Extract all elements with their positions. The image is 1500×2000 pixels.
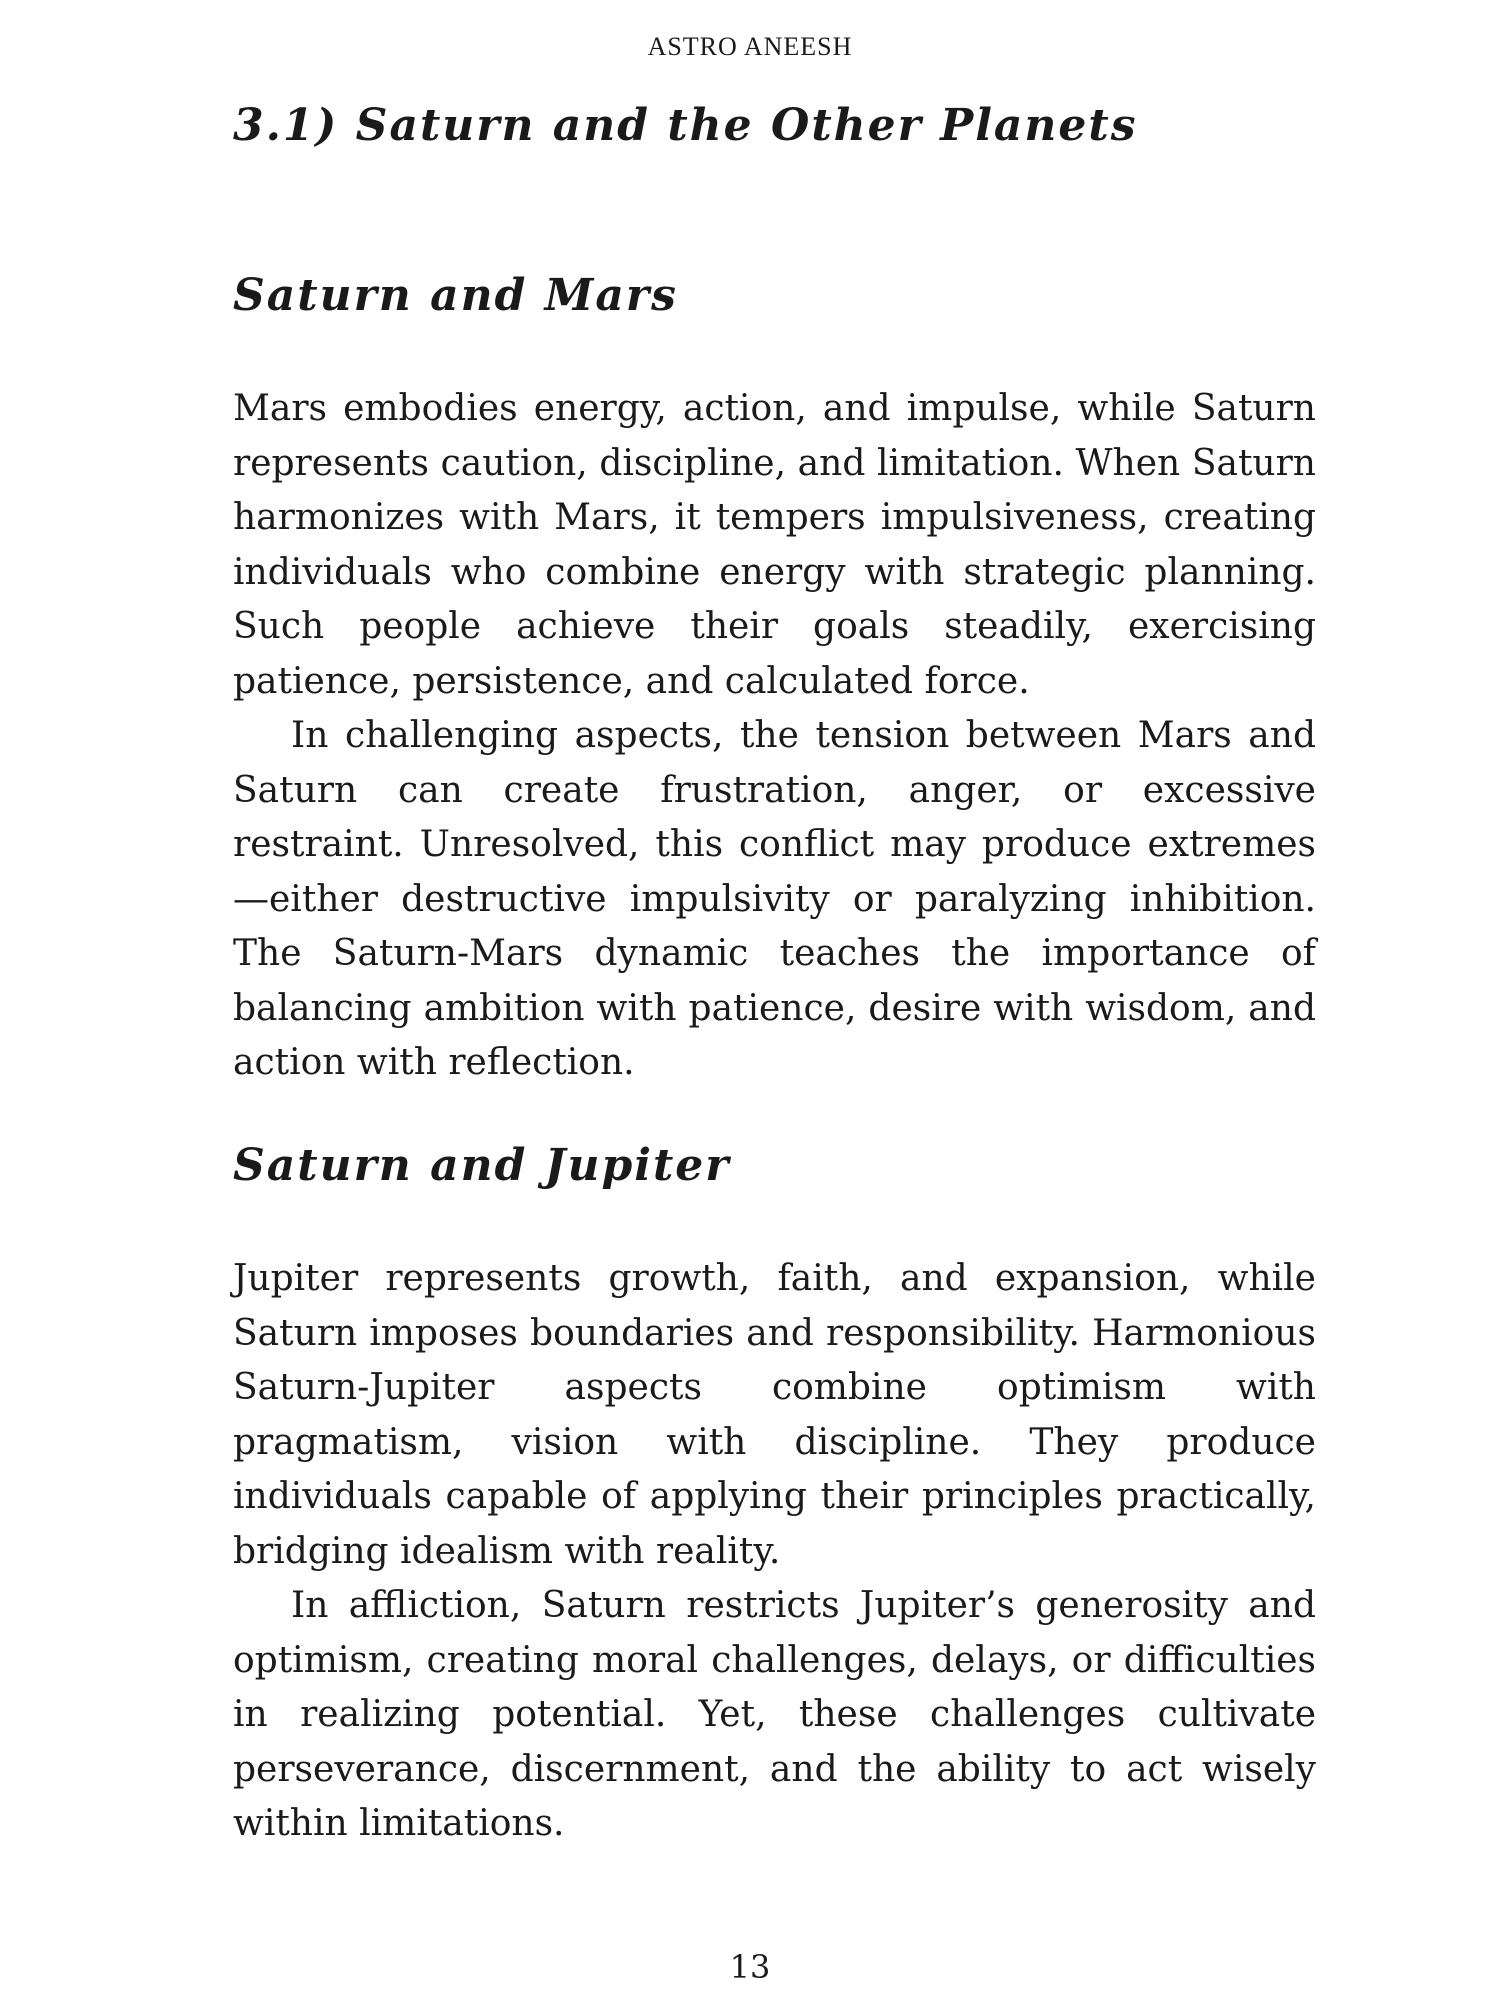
paragraph: Mars embodies energy, action, and impulse, while Saturn represents caution, discipline, and limitation. When Saturn harmonizes with Mars, it tempers impulsiveness, creating individuals who combine energy with strategic planning. Such people achieve their goals steadily, exercising patience, persistence, and calculated force.: [233, 388, 1316, 702]
section-body-saturn-mars: [233, 382, 1316, 1091]
section-title-saturn-mars: Saturn and Mars: [233, 270, 678, 321]
section-body-saturn-jupiter: [233, 1252, 1316, 1852]
paragraph: Jupiter represents growth, faith, and expansion, while Saturn imposes boundaries and responsibility. Harmonious Saturn-Jupiter aspects combine optimism with pragmatism, vision with discipline. They produce individuals capable of applying their principles practically, bridging idealism with reality.: [233, 1258, 1316, 1572]
section-title-saturn-jupiter: Saturn and Jupiter: [233, 1140, 731, 1191]
running-head: ASTRO ANEESH: [647, 32, 853, 61]
paragraph: In affliction, Saturn restricts Jupiter’s generosity and optimism, creating moral challenges, delays, or difficulties in realizing potential. Yet, these challenges cultivate perseverance, discernment, and the ability to act wisely within limitations.: [233, 1585, 1316, 1844]
chapter-title: 3.1) Saturn and the Other Planets: [233, 100, 1138, 151]
page-number: 13: [729, 1948, 771, 1986]
paragraph: In challenging aspects, the tension between Mars and Saturn can create frustration, anger, or excessive restraint. Unresolved, this conflict may produce extremes—either destructive impulsivity or paralyzing inhibition. The Saturn-Mars dynamic teaches the importance of balancing ambition with patience, desire with wisdom, and action with reflection.: [233, 715, 1316, 1083]
